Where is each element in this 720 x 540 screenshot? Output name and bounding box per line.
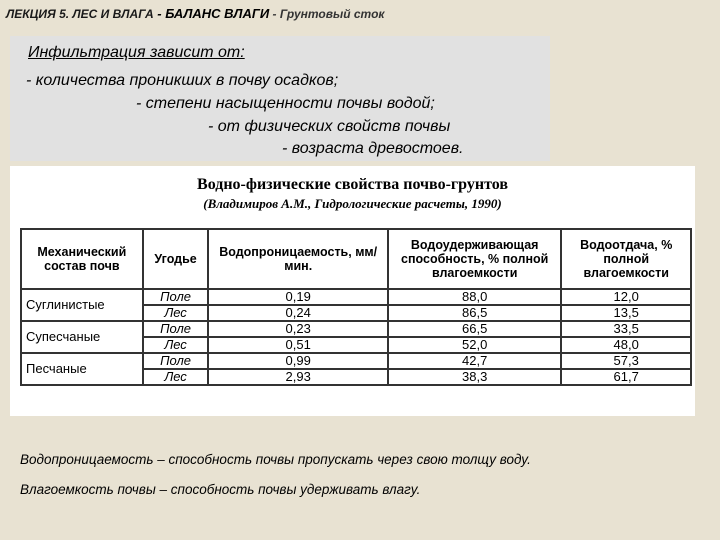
intro-line-2: - степени насыщенности почвы водой; (136, 95, 435, 112)
hold-cell: 38,3 (388, 369, 561, 385)
land-cell: Поле (143, 289, 209, 305)
land-cell: Лес (143, 305, 209, 321)
table-source: (Владимиров А.М., Гидрологические расчеты, 1990) (203, 196, 502, 211)
land-cell: Поле (143, 321, 209, 337)
intro-line-1: - количества проникших в почву осадков; (26, 72, 339, 89)
col-header-holding: Водоудерживающая способность, % полной влагоемкости (388, 229, 561, 289)
land-cell: Лес (143, 369, 209, 385)
soil-cell: Песчаные (21, 353, 143, 385)
table-row (21, 353, 691, 369)
intro-line-4: - возраста древостоев. (282, 140, 464, 157)
col-header-land: Угодье (143, 229, 209, 289)
table-row (21, 321, 691, 337)
perm-cell: 0,24 (208, 305, 387, 321)
table-title: Водно-физические свойства почво-грунтов (197, 176, 508, 193)
soil-cell: Супесчаные (21, 321, 143, 353)
perm-cell: 0,23 (208, 321, 387, 337)
hold-cell: 66,5 (388, 321, 561, 337)
intro-subtitle: Инфильтрация зависит от: (28, 44, 245, 61)
yield-cell: 13,5 (561, 305, 691, 321)
table-header-row (21, 229, 691, 289)
yield-cell: 12,0 (561, 289, 691, 305)
perm-cell: 0,99 (208, 353, 387, 369)
definition-permeability: Водопроницаемость – способность почвы пропускать через свою толщу воду. (20, 452, 531, 467)
col-header-yield: Водоотдача, % полной влагоемкости (561, 229, 691, 289)
hold-cell: 88,0 (388, 289, 561, 305)
header-subtopic: - Грунтовый сток (269, 7, 385, 21)
perm-cell: 2,93 (208, 369, 387, 385)
col-header-soil: Механический состав почв (21, 229, 143, 289)
intro-line-3: - от физических свойств почвы (208, 118, 451, 135)
yield-cell: 33,5 (561, 321, 691, 337)
table-card (10, 166, 695, 416)
table-row (21, 289, 691, 305)
yield-cell: 61,7 (561, 369, 691, 385)
definition-moisture-capacity: Влагоемкость почвы – способность почвы удерживать влагу. (20, 482, 421, 497)
yield-cell: 57,3 (561, 353, 691, 369)
col-header-permeability: Водопроницаемость, мм/мин. (208, 229, 387, 289)
soil-cell: Суглинистые (21, 289, 143, 321)
perm-cell: 0,51 (208, 337, 387, 353)
land-cell: Лес (143, 337, 209, 353)
hold-cell: 42,7 (388, 353, 561, 369)
land-cell: Поле (143, 353, 209, 369)
header-topic: - БАЛАНС ВЛАГИ (153, 6, 270, 21)
hold-cell: 86,5 (388, 305, 561, 321)
yield-cell: 48,0 (561, 337, 691, 353)
properties-table (20, 228, 692, 386)
slide-header (6, 6, 384, 21)
hold-cell: 52,0 (388, 337, 561, 353)
header-lecture: ЛЕКЦИЯ 5. ЛЕС И ВЛАГА (6, 7, 154, 21)
perm-cell: 0,19 (208, 289, 387, 305)
